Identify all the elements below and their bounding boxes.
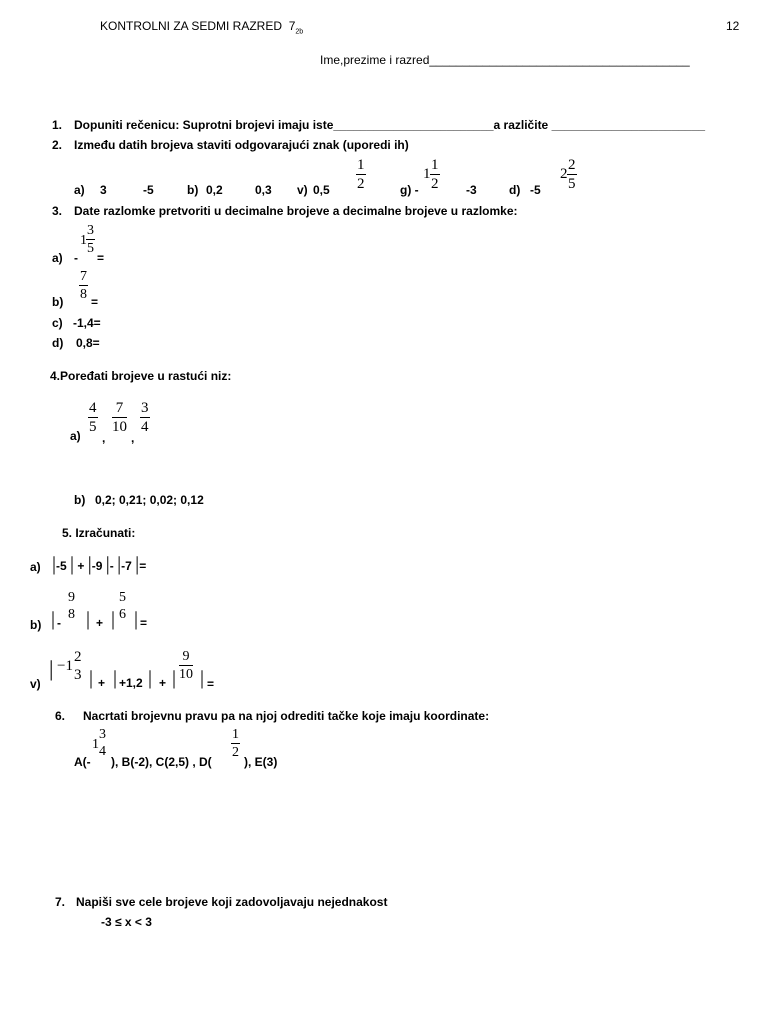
q2-g-label: g) - xyxy=(400,183,419,197)
q4-comma-2: , xyxy=(131,431,135,445)
q6-point-a-denominator: 4 xyxy=(99,744,106,759)
q2-d-whole: 2 xyxy=(560,166,568,182)
abs-bar: | xyxy=(134,608,139,630)
q3-b-fraction-numerator: 7 xyxy=(80,269,87,284)
q2-g-fraction-numerator: 1 xyxy=(431,157,439,173)
q5-v-fraction-3-denominator: 10 xyxy=(179,667,193,682)
q2-d-fraction-numerator: 2 xyxy=(568,157,576,173)
q3-a-sign: - xyxy=(74,251,78,265)
q5-v-operator-2: + xyxy=(159,676,167,690)
q5-b-operator-1: + xyxy=(96,616,104,630)
q7-number: 7. xyxy=(55,895,66,909)
name-field-line: Ime,prezime i razred_______________________________________ xyxy=(320,53,690,67)
q3-b-label: b) xyxy=(52,295,64,309)
q5-v-fraction-1-numerator: 2 xyxy=(74,649,82,665)
q2-b-label: b) xyxy=(187,183,199,197)
q2-b-value2: 0,3 xyxy=(255,183,272,197)
q6-point-d-numerator: 1 xyxy=(232,727,239,742)
q6-point-a-numerator: 3 xyxy=(99,727,106,742)
q5-v-operator-1: + xyxy=(98,676,106,690)
abs-bar: | xyxy=(117,553,122,575)
q2-text: Između datih brojeva staviti odgovarajući znak (uporedi ih) xyxy=(74,138,409,152)
abs-bar: | xyxy=(89,667,94,689)
q5-b-sign: - xyxy=(57,616,61,630)
q2-v-fraction xyxy=(356,158,366,192)
q3-a-label: a) xyxy=(52,251,63,265)
q5-v-fraction-1-denominator: 3 xyxy=(74,667,82,683)
q6-point-a-fraction xyxy=(98,728,107,759)
q5-b-fraction-1-denominator: 8 xyxy=(68,607,75,622)
q5-a-equals: = xyxy=(139,559,147,573)
q2-a-value1: 3 xyxy=(100,183,107,197)
q4-fraction-1-numerator: 4 xyxy=(89,400,97,416)
q4-b-values: 0,2; 0,21; 0,02; 0,12 xyxy=(95,493,204,507)
abs-bar: | xyxy=(49,656,54,681)
q2-v-fraction-numerator: 1 xyxy=(357,157,365,173)
q5-a-value-1: -5 xyxy=(56,559,67,573)
q3-number: 3. xyxy=(52,204,63,218)
q5-b-fraction-2-numerator: 5 xyxy=(119,590,126,605)
q3-a-fraction-denominator: 5 xyxy=(87,241,94,256)
q3-a-equals: = xyxy=(97,251,105,265)
q6-point-a-whole: 1 xyxy=(92,737,99,752)
q3-a-fraction xyxy=(86,224,95,256)
q5-a-label: a) xyxy=(30,560,41,574)
q1-text: Dopuniti rečenicu: Suprotni brojevi imaju iste________________________a različite _______________________ xyxy=(74,118,706,132)
q3-b-fraction xyxy=(79,270,88,302)
q2-d-label: d) xyxy=(509,183,521,197)
q5-a-operator-1: + xyxy=(77,559,85,573)
class-subscript: 2b xyxy=(295,28,304,36)
abs-bar: | xyxy=(148,667,153,689)
q5-a-value-2: -9 xyxy=(91,559,103,573)
q5-v-label: v) xyxy=(30,677,41,691)
q2-d-fraction xyxy=(567,158,577,192)
q5-a-value-3: -7 xyxy=(121,559,132,573)
q5-b-equals: = xyxy=(140,616,148,630)
q6-point-d-denominator: 2 xyxy=(232,745,239,760)
q5-a-operator-2: - xyxy=(109,559,114,573)
q4-fraction-2-numerator: 7 xyxy=(112,401,127,418)
q6-point-d-fraction xyxy=(231,728,240,760)
q5-v-sign-whole: −1 xyxy=(57,658,73,674)
q3-a-fraction-numerator: 3 xyxy=(87,223,94,238)
q4-fraction-2-denominator: 10 xyxy=(112,419,127,435)
q2-v-value1: 0,5 xyxy=(313,183,330,197)
q2-number: 2. xyxy=(52,138,63,152)
q2-b-value1: 0,2 xyxy=(206,183,223,197)
q3-text: Date razlomke pretvoriti u decimalne brojeve a decimalne brojeve u razlomke: xyxy=(74,204,518,218)
q5-v-fraction-3-numerator: 9 xyxy=(179,650,193,666)
q3-d-text: 0,8= xyxy=(76,336,100,350)
q5-b-fraction-2 xyxy=(118,591,127,622)
q6-text: Nacrtati brojevnu pravu pa na njoj odrediti tačke koje imaju koordinate: xyxy=(83,709,490,723)
abs-bar: | xyxy=(113,667,118,689)
q4-fraction-3 xyxy=(140,401,150,435)
q6-point-a-open: A(- xyxy=(74,755,91,769)
q5-v-equals: = xyxy=(207,677,215,691)
q5-title: 5. Izračunati: xyxy=(62,526,136,540)
q4-fraction-3-denominator: 4 xyxy=(141,419,149,435)
q4-b-label: b) xyxy=(74,493,86,507)
q7-inequality: -3 ≤ x < 3 xyxy=(101,915,152,929)
q2-a-value2: -5 xyxy=(143,183,154,197)
abs-bar: | xyxy=(86,608,91,630)
abs-bar: | xyxy=(105,553,110,575)
q4-fraction-1 xyxy=(88,401,98,435)
page-number: 12 xyxy=(726,19,740,33)
abs-bar: | xyxy=(172,667,177,689)
q5-b-fraction-2-denominator: 6 xyxy=(119,607,126,622)
q6-number: 6. xyxy=(55,709,66,723)
q5-b-fraction-1-numerator: 9 xyxy=(68,590,75,605)
q6-points-middle: ), B(-2), C(2,5) , D( xyxy=(111,755,212,769)
q2-d-fraction-denominator: 5 xyxy=(568,176,576,192)
q2-g-value2: -3 xyxy=(466,183,477,197)
q4-fraction-3-numerator: 3 xyxy=(141,400,149,416)
q3-a-whole: 1 xyxy=(80,233,87,248)
q6-points-end: ), E(3) xyxy=(244,755,278,769)
q2-d-value1: -5 xyxy=(530,183,541,197)
q2-g-fraction xyxy=(430,158,440,192)
q5-v-value-2: +1,2 xyxy=(119,676,143,690)
q3-c-label: c) xyxy=(52,316,63,330)
abs-bar: | xyxy=(135,553,140,575)
abs-bar: | xyxy=(70,553,75,575)
q4-fraction-2 xyxy=(112,401,127,435)
q4-comma-1: , xyxy=(102,431,106,445)
q5-a-expression xyxy=(52,554,146,574)
document-title xyxy=(100,20,303,35)
q5-v-fraction-3 xyxy=(179,650,193,682)
q5-b-label: b) xyxy=(30,618,42,632)
q5-b-fraction-1 xyxy=(67,591,76,622)
q7-text: Napiši sve cele brojeve koji zadovoljavaju nejednakost xyxy=(76,895,388,909)
q4-a-label: a) xyxy=(70,429,81,443)
q1-number: 1. xyxy=(52,118,63,132)
abs-bar: | xyxy=(51,608,56,630)
abs-bar: | xyxy=(87,553,92,575)
abs-bar: | xyxy=(200,667,205,689)
abs-bar: | xyxy=(111,608,116,630)
q5-v-fraction-1 xyxy=(73,650,83,683)
q3-b-fraction-denominator: 8 xyxy=(80,287,87,302)
class-number: 7 xyxy=(288,19,296,33)
q3-c-text: -1,4= xyxy=(73,316,101,330)
q4-title: 4.Poređati brojeve u rastući niz: xyxy=(50,369,232,383)
q2-a-label: a) xyxy=(74,183,85,197)
q2-g-whole: 1 xyxy=(423,166,431,182)
q2-g-fraction-denominator: 2 xyxy=(431,176,439,192)
title-text: KONTROLNI ZA SEDMI RAZRED xyxy=(100,19,283,33)
q3-d-label: d) xyxy=(52,336,64,350)
q2-v-label: v) xyxy=(297,183,308,197)
q3-b-equals: = xyxy=(91,295,99,309)
abs-bar: | xyxy=(52,553,57,575)
q4-fraction-1-denominator: 5 xyxy=(89,419,97,435)
q2-v-fraction-denominator: 2 xyxy=(357,176,365,192)
